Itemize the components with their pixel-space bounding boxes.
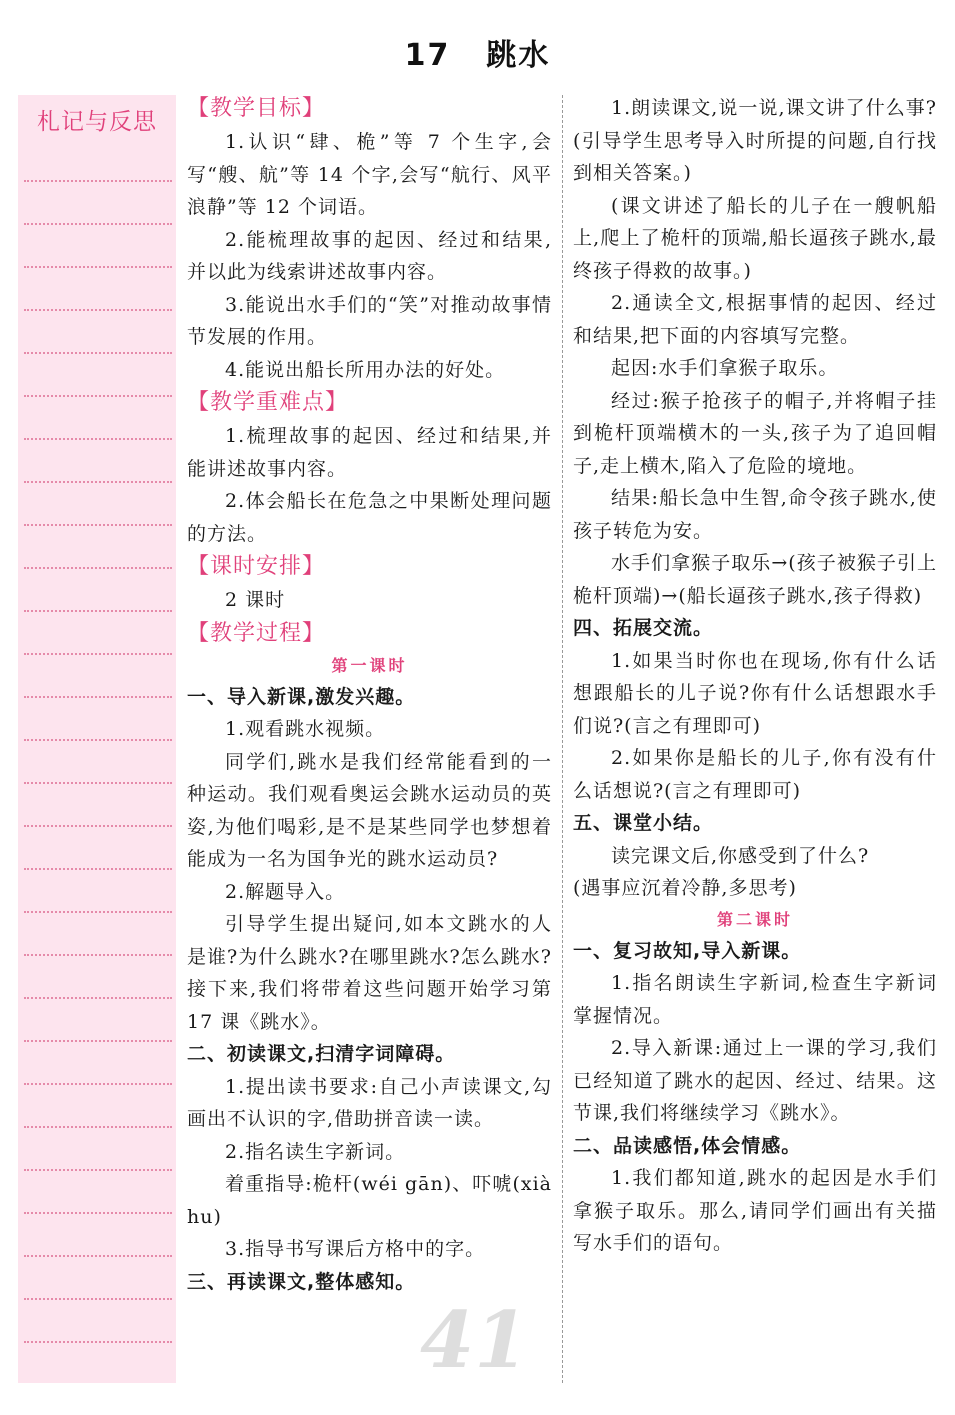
step-item: 结果:船长急中生智,命令孩子跳水,使孩子转危为安。 (573, 487, 937, 542)
step-heading: 五、课堂小结。 (573, 812, 714, 834)
note-line (24, 1298, 172, 1300)
note-line (24, 481, 172, 483)
sidebar-title: 札记与反思 (37, 109, 157, 135)
process-heading: 【教学过程】 (187, 620, 326, 646)
step-item: 经过:猴子抢孩子的帽子,并将帽子挂到桅杆顶端横木的一头,孩子为了追回帽子,走上横木,陷入了危险的境地。 (573, 389, 937, 477)
note-line (24, 524, 172, 526)
schedule-heading: 【课时安排】 (187, 554, 326, 579)
column-divider (562, 95, 563, 1383)
goal-item: 3.能说出水手们的“笑”对推动故事情节发展的作用。 (187, 293, 552, 348)
step-heading: 二、品读感悟,体会情感。 (573, 1134, 802, 1157)
note-line (24, 1169, 172, 1171)
step-heading: 一、复习故知,导入新课。 (573, 939, 802, 962)
note-line (24, 782, 172, 784)
note-line (24, 868, 172, 870)
note-line (24, 610, 172, 612)
key-point-item: 2.体会船长在危急之中果断处理问题的方法。 (187, 490, 552, 545)
note-line (24, 911, 172, 913)
step-item: 3.指导书写课后方格中的字。 (225, 1238, 486, 1260)
period-two-heading: 第二课时 (716, 909, 793, 929)
note-line (24, 1212, 172, 1214)
left-column (187, 92, 552, 1298)
notes-sidebar (18, 95, 176, 1383)
lesson-name: 跳水 (486, 38, 551, 73)
goal-item: 2.能梳理故事的起因、经过和结果,并以此为线索讲述故事内容。 (187, 228, 552, 283)
note-line (24, 1255, 172, 1257)
step-item: 2.如果你是船长的儿子,你有没有什么话想说?(言之有理即可) (573, 747, 937, 802)
step-heading: 一、导入新课,激发兴趣。 (187, 685, 416, 708)
step-item: 1.我们都知道,跳水的起因是水手们拿猴子取乐。那么,请同学们画出有关描写水手们的语句。 (573, 1167, 937, 1254)
goals-heading: 【教学目标】 (187, 96, 326, 121)
note-line (24, 1040, 172, 1042)
note-line (24, 266, 172, 268)
note-line (24, 395, 172, 397)
step-heading: 三、再读课文,整体感知。 (187, 1270, 416, 1293)
step-item: 2.指名读生字新词。 (225, 1140, 406, 1163)
key-point-item: 1.梳理故事的起因、经过和结果,并能讲述故事内容。 (187, 425, 552, 480)
note-line (24, 696, 172, 698)
note-line (24, 309, 172, 311)
step-item: 2.通读全文,根据事情的起因、经过和结果,把下面的内容填写完整。 (573, 292, 937, 347)
step-heading: 二、初读课文,扫清字词障碍。 (187, 1043, 456, 1065)
right-column (573, 92, 937, 1260)
step-item: 引导学生提出疑问,如本文跳水的人是谁?为什么跳水?在哪里跳水?怎么跳水?接下来,我们将带着这些问题开始学习第 17 课《跳水》。 (187, 913, 552, 1033)
step-heading: 四、拓展交流。 (573, 617, 714, 639)
goal-item: 4.能说出船长所用办法的好处。 (225, 358, 506, 381)
note-line (24, 1083, 172, 1085)
step-item: 着重指导:桅杆(wéi gān)、吓唬(xià hu) (187, 1173, 552, 1228)
schedule-text: 2 课时 (225, 589, 286, 611)
step-item: 1.如果当时你也在现场,你有什么话想跟船长的儿子说?你有什么话想跟水手们说?(言之有理即可) (573, 649, 937, 737)
lesson-title (0, 30, 955, 74)
step-item: 1.指名朗读生字新词,检查生字新词掌握情况。 (573, 972, 937, 1027)
step-item: 2.导入新课:通过上一课的学习,我们已经知道了跳水的起因、经过、结果。这节课,我们将继续学习《跳水》。 (573, 1037, 937, 1124)
note-line (24, 954, 172, 956)
goal-item: 1.认识“肆、桅”等 7 个生字,会写“艘、航”等 14 个字,会写“航行、风平浪静”等 12 个词语。 (187, 131, 552, 218)
step-item: 读完课文后,你感受到了什么? (611, 844, 870, 867)
note-line (24, 825, 172, 827)
note-line (24, 1126, 172, 1128)
note-line (24, 438, 172, 440)
step-item: 1.观看跳水视频。 (225, 718, 386, 740)
page-number: 41 (420, 1295, 529, 1386)
step-item: 水手们拿猴子取乐→(孩子被猴子引上桅杆顶端)→(船长逼孩子跳水,孩子得救) (573, 552, 937, 607)
step-item: 1.提出读书要求:自己小声读课文,勾画出不认识的字,借助拼音读一读。 (187, 1075, 552, 1130)
step-item: 1.朗读课文,说一说,课文讲了什么事?(引导学生思考导入时所提的问题,自行找到相关答案。) (573, 97, 937, 184)
step-item: 2.解题导入。 (225, 880, 346, 903)
note-line (24, 653, 172, 655)
step-item: (课文讲述了船长的儿子在一艘帆船上,爬上了桅杆的顶端,船长逼孩子跳水,最终孩子得救的故事。) (573, 194, 937, 282)
note-line (24, 352, 172, 354)
step-item: 起因:水手们拿猴子取乐。 (611, 357, 839, 379)
note-line (24, 739, 172, 741)
note-line (24, 567, 172, 569)
note-line (24, 1341, 172, 1343)
note-line (24, 997, 172, 999)
step-item: 同学们,跳水是我们经常能看到的一种运动。我们观看奥运会跳水运动员的英姿,为他们喝彩,是不是某些同学也梦想着能成为一名为国争光的跳水运动员? (187, 750, 552, 870)
key-points-heading: 【教学重难点】 (187, 390, 349, 415)
period-one-heading: 第一课时 (331, 655, 408, 675)
lesson-number: 17 (404, 38, 451, 73)
note-line (24, 180, 172, 182)
step-item: (遇事应沉着冷静,多思考) (573, 877, 797, 899)
note-line (24, 223, 172, 225)
